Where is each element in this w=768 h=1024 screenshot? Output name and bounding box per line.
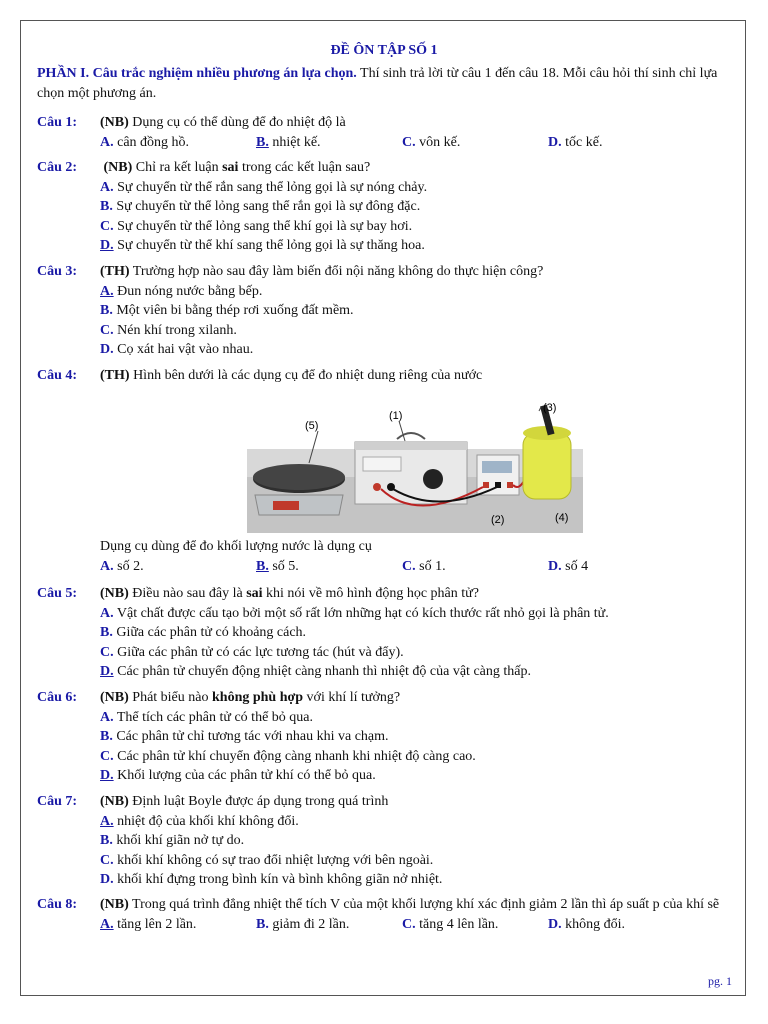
option-b[interactable]: B. Một viên bi bằng thép rơi xuống đất mềm.	[100, 303, 354, 318]
question-4	[37, 366, 747, 386]
option-a[interactable]: A. Vật chất được cấu tạo bởi một số rất lớn những hạt có kích thước rất nhỏ gọi là phân tử.	[100, 605, 609, 621]
question-5: Câu 5: (NB) Điều nào sau đây là sai khi nói về mô hình động học phân tử? A. Vật chất được cấu tạo bởi một số rất lớn những hạt có kích thước rất nhỏ gọi là phân tử. B. Giữa các phân tử có khoảng cách. C. Giữa các phân tử có các lực tương tác (hút và đẩy). D. Các phân tử chuyển động nhiệt càng nhanh thì nhiệt độ của vật càng thấp.	[37, 584, 747, 684]
page-number: pg. 1	[708, 974, 732, 988]
question-label: Câu 6:	[37, 690, 78, 705]
option-c[interactable]: C. Sự chuyển từ thể lỏng sang thể khí gọi là sự bay hơi.	[100, 218, 413, 234]
question-level: (NB)	[100, 690, 129, 705]
option-d[interactable]: D. khối khí đựng trong bình kín và bình không giãn nở nhiệt.	[100, 872, 443, 887]
joulemeter	[477, 455, 519, 495]
option-c[interactable]: C. vôn kế.	[402, 134, 461, 150]
question-level: (NB)	[100, 115, 129, 130]
option-a[interactable]: A. Thể tích các phân tử có thể bỏ qua.	[100, 709, 313, 725]
question-level: (TH)	[100, 368, 130, 383]
question-2: Câu 2: (NB) Chỉ ra kết luận sai trong các kết luận sau? A. Sự chuyển từ thể rắn sang thể lỏng gọi là sự nóng chảy. B. Sự chuyển từ thể lỏng sang thể rắn gọi là sự đông đặc. C. Sự chuyển từ thể lỏng sang thể khí gọi là sự bay hơi. D. Sự chuyển từ thể khí sang thể lỏng gọi là sự thăng hoa.	[37, 158, 747, 258]
question-7	[37, 792, 747, 892]
apparatus-figure	[247, 387, 583, 533]
option-c[interactable]: C. khối khí không có sự trao đổi nhiệt lượng với bên ngoài.	[100, 852, 434, 868]
option-d[interactable]: D. số 4	[548, 558, 589, 574]
option-b[interactable]: B. giảm đi 2 lần.	[256, 916, 350, 932]
option-c[interactable]: C. số 1.	[402, 558, 446, 574]
option-d[interactable]: D. Sự chuyển từ thể khí sang thể lỏng gọi là sự thăng hoa.	[100, 238, 425, 253]
option-d[interactable]: D. tốc kế.	[548, 134, 603, 150]
question-3	[37, 262, 747, 362]
option-a[interactable]: A. cân đồng hồ.	[100, 134, 190, 150]
option-b[interactable]: B. Các phân tử chỉ tương tác với nhau khi va chạm.	[100, 729, 389, 744]
question-label: Câu 3:	[37, 264, 78, 279]
option-c[interactable]: C. Giữa các phân tử có các lực tương tác (hút và đẩy).	[100, 644, 404, 660]
question-label: Câu 4:	[37, 368, 78, 383]
figure-label: (4)	[555, 512, 569, 524]
figure-label: (1)	[389, 410, 403, 422]
question-subprompt: Dụng cụ dùng để đo khối lượng nước là dụng cụ	[100, 539, 372, 554]
question-4-answers	[37, 537, 747, 577]
question-level: (NB)	[100, 794, 129, 809]
figure-label: (2)	[491, 514, 505, 526]
question-stem: Định luật Boyle được áp dụng trong quá trình	[128, 794, 389, 809]
option-b[interactable]: B. số 5.	[256, 558, 299, 574]
question-level: (TH)	[100, 264, 130, 279]
question-level: (NB)	[100, 586, 129, 601]
option-d[interactable]: D. Các phân tử chuyển động nhiệt càng nhanh thì nhiệt độ của vật càng thấp.	[100, 664, 531, 679]
option-b[interactable]: B. Giữa các phân tử có khoảng cách.	[100, 625, 307, 640]
option-a[interactable]: A. số 2.	[100, 558, 144, 574]
question-label: Câu 5:	[37, 586, 78, 601]
section-intro	[37, 64, 737, 104]
option-a[interactable]: A. Sự chuyển từ thể rắn sang thể lỏng gọi là sự nóng chảy.	[100, 179, 428, 195]
option-c[interactable]: C. tăng 4 lên lần.	[402, 916, 499, 932]
calorimeter	[523, 426, 571, 499]
question-level: (NB)	[100, 897, 129, 912]
option-a[interactable]: A. Đun nóng nước bằng bếp.	[100, 283, 263, 299]
section-heading: PHẦN I. Câu trắc nghiệm nhiều phương án lựa chọn.	[37, 66, 357, 81]
question-label: Câu 2:	[37, 160, 78, 175]
option-c[interactable]: C. Các phân tử khí chuyển động càng nhanh khi nhiệt độ càng cao.	[100, 748, 476, 764]
question-stem: Trong quá trình đẳng nhiệt thể tích V của một khối lượng khí xác định giảm 2 lần thì áp suất p của khí sẽ	[128, 897, 720, 912]
option-b[interactable]: B. nhiệt kế.	[256, 134, 321, 150]
figure-label: (3)	[543, 402, 557, 414]
option-d[interactable]: D. không đổi.	[548, 916, 626, 932]
figure-label: (5)	[305, 420, 319, 432]
option-c[interactable]: C. Nén khí trong xilanh.	[100, 322, 237, 338]
option-b[interactable]: B. khối khí giãn nở tự do.	[100, 833, 245, 848]
question-stem: Trường hợp nào sau đây làm biến đổi nội năng không do thực hiện công?	[129, 264, 544, 279]
option-a[interactable]: A. tăng lên 2 lần.	[100, 916, 197, 932]
option-a[interactable]: A. nhiệt độ của khối khí không đổi.	[100, 813, 299, 829]
option-d[interactable]: D. Khối lượng của các phân tử khí có thể bỏ qua.	[100, 768, 376, 783]
option-b[interactable]: B. Sự chuyển từ thể lỏng sang thể rắn gọi là sự đông đặc.	[100, 199, 421, 214]
question-stem: Dụng cụ có thể dùng để đo nhiệt độ là	[128, 115, 346, 130]
option-d[interactable]: D. Cọ xát hai vật vào nhau.	[100, 342, 254, 357]
question-1	[37, 113, 747, 153]
question-label: Câu 1:	[37, 115, 78, 130]
question-8	[37, 895, 747, 959]
page-title: ĐỀ ÔN TẬP SỐ 1	[330, 43, 438, 58]
question-label: Câu 7:	[37, 794, 78, 809]
question-label: Câu 8:	[37, 897, 78, 912]
power-supply	[355, 433, 467, 504]
question-level: (NB)	[103, 160, 133, 175]
question-6: Câu 6: (NB) Phát biểu nào không phù hợp với khí lí tưởng? A. Thể tích các phân tử có thể bỏ qua. B. Các phân tử chỉ tương tác với nhau khi va chạm. C. Các phân tử khí chuyển động càng nhanh khi nhiệt độ càng cao. D. Khối lượng của các phân tử khí có thể bỏ qua.	[37, 688, 747, 788]
question-stem: Hình bên dưới là các dụng cụ để đo nhiệt dung riêng của nước	[129, 368, 483, 383]
section-instructions: Thí sinh trả lời từ câu 1 đến câu 18. Mỗi câu hỏi thí sinh chỉ lựa chọn một phương án.	[37, 66, 718, 101]
